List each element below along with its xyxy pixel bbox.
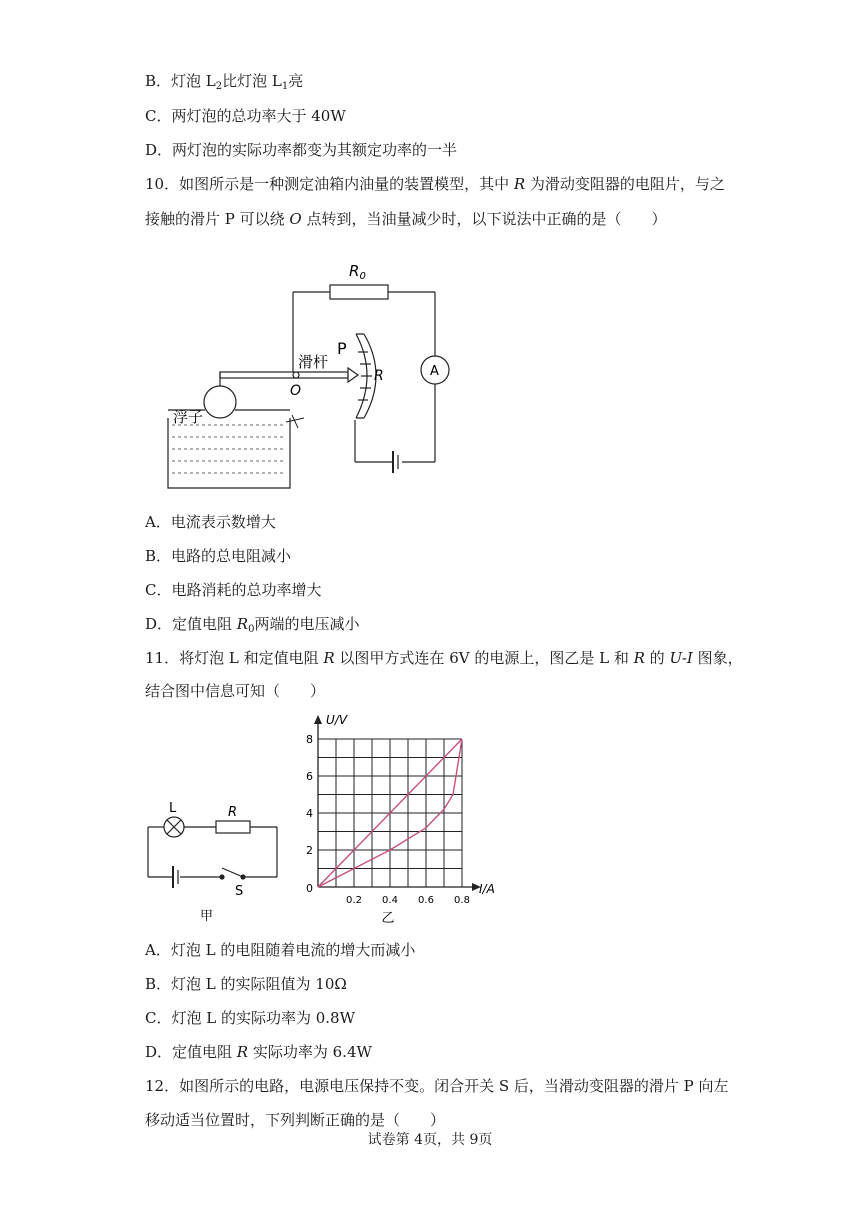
y-axis-label: U/V bbox=[326, 713, 348, 727]
q12-stem-line2: 移动适当位置时，下列判断正确的是（ ） bbox=[145, 1111, 446, 1129]
q10-stem-line2: 接触的滑片 P 可以绕 O 点转到，当油量减少时，以下说法中正确的是（ ） bbox=[145, 210, 667, 228]
q11-stem-line2: 结合图中信息可知（ ） bbox=[145, 682, 326, 700]
q9-option-b: B．灯泡 $L_2$比灯泡 $L_1$亮 bbox=[145, 72, 304, 92]
p-label: P bbox=[337, 339, 347, 358]
y-tick-label: 8 bbox=[306, 733, 313, 746]
float-label: 浮子 bbox=[173, 408, 204, 426]
q11-option-b: B．灯泡 L 的实际阻值为 10Ω bbox=[145, 975, 347, 993]
q11-option-d: D．定值电阻 R 实际功率为 6.4W bbox=[145, 1043, 372, 1061]
switch-label: S bbox=[235, 884, 244, 899]
y-tick-label: 4 bbox=[306, 807, 313, 820]
q9-option-d: D．两灯泡的实际功率都变为其额定功率的一半 bbox=[145, 141, 458, 159]
r-label: R bbox=[374, 368, 384, 384]
q10-option-b: B．电路的总电阻减小 bbox=[145, 547, 292, 565]
x-tick-label: 0.4 bbox=[382, 895, 398, 906]
x-axis-label: I/A bbox=[479, 882, 495, 896]
r0-label: $R_0$ bbox=[349, 262, 366, 282]
lamp-label: L bbox=[169, 801, 177, 816]
q12-stem-line1: 12．如图所示的电路，电源电压保持不变。闭合开关 S 后，当滑动变阻器的滑片 P 向左 bbox=[145, 1077, 729, 1095]
x-tick-label: 0.2 bbox=[346, 895, 362, 906]
circuit-caption: 甲 bbox=[200, 909, 214, 924]
q11-option-c: C．灯泡 L 的实际功率为 0.8W bbox=[145, 1009, 356, 1027]
x-tick-label: 0.8 bbox=[454, 895, 470, 906]
q9-option-c: C．两灯泡的总功率大于 40W bbox=[145, 107, 346, 125]
q11-stem-line1: 11．将灯泡 L 和定值电阻 R 以图甲方式连在 6V 的电源上，图乙是 L 和 R 的 U-I 图象， bbox=[145, 649, 743, 667]
q10-option-a: A．电流表示数增大 bbox=[145, 513, 276, 531]
y-tick-label: 2 bbox=[306, 844, 313, 857]
chart-caption: 乙 bbox=[381, 911, 395, 926]
q10-stem-line1: 10．如图所示是一种测定油箱内油量的装置模型，其中 R 为滑动变阻器的电阻片，与之 bbox=[145, 175, 725, 193]
q10-option-c: C．电路消耗的总功率增大 bbox=[145, 581, 322, 599]
q11-option-a: A．灯泡 L 的电阻随着电流的增大而减小 bbox=[145, 941, 416, 959]
o-label: O bbox=[290, 383, 302, 399]
q10-option-d: D．定值电阻 $R_0$两端的电压减小 bbox=[145, 615, 360, 635]
slider-label: 滑杆 bbox=[298, 353, 329, 371]
page-footer: 试卷第 4页，共 9页 bbox=[367, 1132, 493, 1148]
resistor-label: R bbox=[228, 805, 238, 820]
y-axis-arrow bbox=[314, 715, 322, 724]
ammeter-label: A bbox=[430, 364, 439, 379]
origin-label: 0 bbox=[306, 882, 313, 895]
x-tick-label: 0.6 bbox=[418, 895, 434, 906]
y-tick-label: 6 bbox=[306, 770, 313, 783]
